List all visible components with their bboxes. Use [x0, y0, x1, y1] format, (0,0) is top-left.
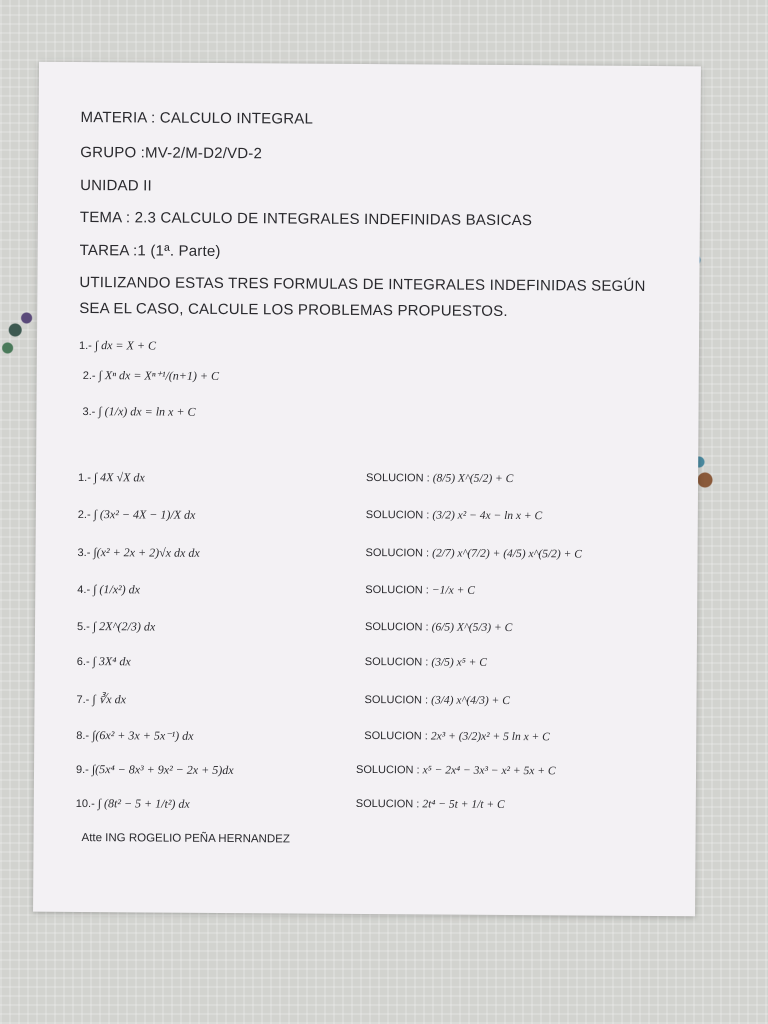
problem-number: 4.- [77, 583, 91, 597]
problem-solution [365, 656, 487, 669]
problem-solution [365, 584, 475, 597]
subject-line: MATERIA : CALCULO INTEGRAL [80, 108, 314, 128]
signature-line: Atte ING ROGELIO PEÑA HERNANDEZ [81, 832, 290, 846]
solution-expression: −1/x + C [431, 584, 475, 597]
homework-line: TAREA :1 (1ª. Parte) [79, 241, 221, 260]
solution-label: SOLUCION : [365, 546, 430, 560]
topic-line: TEMA : 2.3 CALCULO DE INTEGRALES INDEFINIDAS BASICAS [79, 208, 533, 230]
problem-integral: ∫ 2X^(2/3) dx [92, 619, 156, 634]
solution-expression: 2t⁴ − 5t + 1/t + C [422, 798, 505, 811]
solution-label: SOLUCION : [364, 620, 429, 634]
formula-2: 2.- ∫ Xⁿ dx = Xⁿ⁺¹/(n+1) + C [82, 368, 220, 383]
problem-number: 3.- [77, 546, 91, 560]
instruction-line-2: SEA EL CASO, CALCULE LOS PROBLEMAS PROPUESTOS. [79, 299, 508, 320]
problem-integral: ∫ 4X √X dx [93, 470, 145, 485]
solution-label: SOLUCION : [364, 693, 429, 707]
problem-integral: ∫(x² + 2x + 2)√x dx dx [93, 545, 200, 560]
cloth-embroidery-left [0, 300, 38, 360]
problem-number: 2.- [77, 508, 91, 522]
problem-number: 9.- [75, 763, 89, 777]
problem-solution [356, 764, 556, 777]
problem-expression [78, 470, 145, 485]
problem-expression [77, 545, 199, 561]
solution-expression: (6/5) X^(5/3) + C [431, 621, 513, 635]
formula-1: 1.- ∫ dx = X + C [78, 338, 157, 353]
formula-3: 3.- ∫ (1/x) dx = ln x + C [82, 404, 196, 419]
solution-label: SOLUCION : [364, 655, 429, 669]
solution-label: SOLUCION : [365, 508, 430, 522]
solution-expression: x⁵ − 2x⁴ − 3x³ − x² + 5x + C [422, 764, 556, 778]
problem-expression [76, 728, 193, 744]
problem-number: 10.- [75, 797, 95, 811]
solution-expression: (3/4) x^(4/3) + C [431, 694, 510, 708]
problem-solution [366, 547, 583, 561]
problem-number: 7.- [76, 693, 90, 707]
problem-number: 1.- [78, 471, 91, 485]
problem-number: 6.- [76, 655, 90, 669]
group-line: GRUPO :MV-2/M-D2/VD-2 [80, 143, 263, 163]
solution-label: SOLUCION : [365, 583, 429, 597]
solution-label: SOLUCION : [366, 471, 430, 485]
unit-line: UNIDAD II [80, 176, 152, 195]
problem-solution [366, 509, 542, 522]
problem-expression [78, 507, 196, 523]
problem-expression [76, 692, 126, 707]
problem-integral: ∫ (8t² − 5 + 1/t²) dx [97, 796, 190, 811]
homework-sheet [33, 62, 701, 917]
problem-integral: ∫ (1/x²) dx [93, 582, 141, 597]
problem-integral: ∫(5x⁴ − 8x³ + 9x² − 2x + 5)dx [91, 762, 234, 778]
solution-expression: 2x³ + (3/2)x² + 5 ln x + C [430, 730, 550, 744]
problem-solution [366, 472, 513, 485]
solution-expression: (3/5) x⁵ + C [431, 656, 487, 669]
problem-expression [76, 762, 234, 778]
problem-solution [364, 694, 509, 707]
problem-solution [356, 798, 505, 811]
problem-expression [76, 796, 190, 812]
problem-expression [77, 619, 155, 635]
problem-expression [77, 654, 131, 669]
problem-solution [365, 621, 512, 634]
solution-label: SOLUCION : [355, 763, 420, 777]
problem-solution [364, 730, 550, 743]
problem-integral: ∫ 3X⁴ dx [92, 654, 131, 669]
problem-integral: ∫(6x² + 3x + 5x⁻¹) dx [92, 728, 194, 743]
problem-number: 8.- [76, 729, 90, 743]
solution-label: SOLUCION : [364, 729, 428, 743]
problem-number: 5.- [76, 620, 90, 634]
problem-integral: ∫ (3x² − 4X − 1)/X dx [93, 507, 196, 522]
instruction-line-1: UTILIZANDO ESTAS TRES FORMULAS DE INTEGRALES INDEFINIDAS SEGÚN [79, 273, 646, 295]
solution-label: SOLUCION : [355, 797, 420, 811]
solution-expression: (3/2) x² − 4x − ln x + C [432, 509, 543, 523]
problem-expression [77, 582, 140, 597]
solution-expression: (2/7) x^(7/2) + (4/5) x^(5/2) + C [432, 547, 583, 561]
solution-expression: (8/5) X^(5/2) + C [432, 472, 514, 486]
problem-integral: ∫ ∛x dx [92, 692, 127, 707]
